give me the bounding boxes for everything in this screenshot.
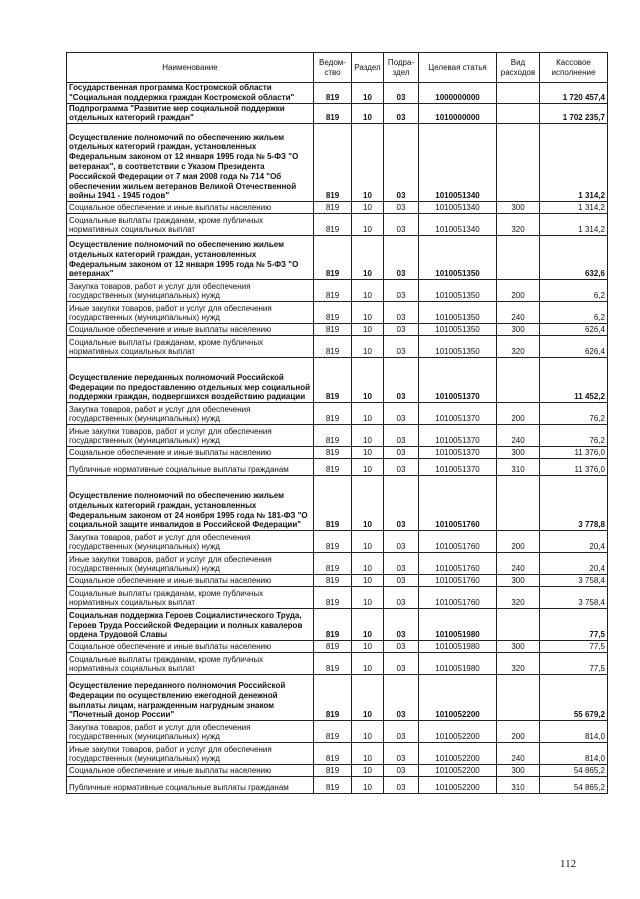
row-article: 1010000000	[419, 103, 497, 124]
column-header-section: Раздел	[352, 53, 384, 83]
table-row	[67, 587, 608, 609]
table-row	[67, 124, 608, 202]
row-expense-kind: 300	[497, 202, 540, 214]
table-body	[67, 83, 608, 794]
table-row	[67, 214, 608, 236]
row-expense-kind	[497, 609, 540, 641]
row-dept: 819	[314, 777, 352, 794]
row-section: 10	[352, 675, 384, 721]
row-amount: 11 452,2	[540, 358, 608, 403]
row-subsection: 03	[384, 777, 419, 794]
row-amount: 11 376,0	[540, 459, 608, 476]
table-row	[67, 609, 608, 641]
table-row	[67, 553, 608, 575]
row-dept: 819	[314, 531, 352, 553]
budget-table-sheet	[66, 52, 607, 794]
column-header-target-article: Целевая статья	[419, 53, 497, 83]
row-article: 1010052200	[419, 777, 497, 794]
row-expense-kind: 300	[497, 324, 540, 336]
row-expense-kind: 200	[497, 531, 540, 553]
row-expense-kind: 310	[497, 777, 540, 794]
row-article: 1010051340	[419, 124, 497, 202]
row-name: Государственная программа Костромской области "Социальная поддержка граждан Костромской области"	[67, 83, 314, 104]
row-expense-kind: 240	[497, 553, 540, 575]
row-subsection: 03	[384, 476, 419, 531]
table-row	[67, 280, 608, 302]
row-dept: 819	[314, 641, 352, 653]
row-subsection: 03	[384, 124, 419, 202]
row-subsection: 03	[384, 609, 419, 641]
table-row	[67, 675, 608, 721]
row-article: 1010051350	[419, 280, 497, 302]
row-article: 1010051350	[419, 336, 497, 358]
row-name: Социальные выплаты гражданам, кроме публичных нормативных социальных выплат	[67, 336, 314, 358]
row-section: 10	[352, 358, 384, 403]
row-dept: 819	[314, 609, 352, 641]
row-subsection: 03	[384, 236, 419, 280]
row-expense-kind: 300	[497, 575, 540, 587]
row-expense-kind: 320	[497, 653, 540, 675]
column-header-cash-execution: Кассовое исполнение	[540, 53, 608, 83]
row-subsection: 03	[384, 575, 419, 587]
row-amount: 11 376,0	[540, 447, 608, 459]
row-name: Осуществление полномочий по обеспечению жильем отдельных категорий граждан, установленных Федеральным законом от 12 января 1995 года № 5-ФЗ "О ветеранах", в соответствии с Указом Президента Российской Федерации от 7 мая 2008 года № 714 "Об обеспечении жильем ветеранов Великой Отечественной войны 1941 - 1945 годов"	[67, 124, 314, 202]
row-article: 1010051760	[419, 476, 497, 531]
row-section: 10	[352, 609, 384, 641]
row-section: 10	[352, 403, 384, 425]
row-subsection: 03	[384, 743, 419, 765]
row-amount: 1 702 235,7	[540, 103, 608, 124]
row-dept: 819	[314, 447, 352, 459]
row-dept: 819	[314, 459, 352, 476]
row-article: 1010051370	[419, 403, 497, 425]
row-section: 10	[352, 425, 384, 447]
row-section: 10	[352, 103, 384, 124]
row-expense-kind: 200	[497, 280, 540, 302]
row-expense-kind: 320	[497, 336, 540, 358]
row-expense-kind: 300	[497, 641, 540, 653]
row-subsection: 03	[384, 202, 419, 214]
budget-table	[66, 52, 608, 794]
row-section: 10	[352, 777, 384, 794]
row-article: 1010051980	[419, 641, 497, 653]
row-name: Социальное обеспечение и иные выплаты населению	[67, 575, 314, 587]
table-row	[67, 236, 608, 280]
row-article: 1010051760	[419, 575, 497, 587]
row-section: 10	[352, 236, 384, 280]
row-subsection: 03	[384, 83, 419, 104]
row-name: Закупка товаров, работ и услуг для обеспечения государственных (муниципальных) нужд	[67, 721, 314, 743]
row-name: Иные закупки товаров, работ и услуг для обеспечения государственных (муниципальных) нужд	[67, 302, 314, 324]
row-name: Социальное обеспечение и иные выплаты населению	[67, 324, 314, 336]
row-article: 1010052200	[419, 743, 497, 765]
row-name: Осуществление полномочий по обеспечению жильем отдельных категорий граждан, установленных Федеральным законом от 24 ноября 1995 года № 181-ФЗ "О социальной защите инвалидов в Российской Федерации"	[67, 476, 314, 531]
row-article: 1010051350	[419, 236, 497, 280]
row-amount: 20,4	[540, 531, 608, 553]
table-row	[67, 575, 608, 587]
row-name: Социальное обеспечение и иные выплаты населению	[67, 641, 314, 653]
row-section: 10	[352, 721, 384, 743]
row-name: Подпрограмма "Развитие мер социальной поддержки отдельных категорий граждан"	[67, 103, 314, 124]
row-name: Иные закупки товаров, работ и услуг для обеспечения государственных (муниципальных) нужд	[67, 743, 314, 765]
column-header-name: Наименование	[67, 53, 314, 83]
row-dept: 819	[314, 336, 352, 358]
row-name: Закупка товаров, работ и услуг для обеспечения государственных (муниципальных) нужд	[67, 280, 314, 302]
row-amount: 77,5	[540, 641, 608, 653]
row-amount: 3 758,4	[540, 575, 608, 587]
row-dept: 819	[314, 553, 352, 575]
row-section: 10	[352, 280, 384, 302]
row-subsection: 03	[384, 214, 419, 236]
row-expense-kind: 240	[497, 743, 540, 765]
row-section: 10	[352, 83, 384, 104]
row-name: Закупка товаров, работ и услуг для обеспечения государственных (муниципальных) нужд	[67, 531, 314, 553]
row-article: 1010051340	[419, 214, 497, 236]
row-dept: 819	[314, 302, 352, 324]
row-name: Социальное обеспечение и иные выплаты населению	[67, 447, 314, 459]
row-subsection: 03	[384, 553, 419, 575]
row-subsection: 03	[384, 324, 419, 336]
row-amount: 3 758,4	[540, 587, 608, 609]
row-amount: 814,0	[540, 743, 608, 765]
row-amount: 20,4	[540, 553, 608, 575]
row-name: Осуществление полномочий по обеспечению жильем отдельных категорий граждан, установленных Федеральным законом от 12 января 1995 года № 5-ФЗ "О ветеранах"	[67, 236, 314, 280]
row-dept: 819	[314, 358, 352, 403]
row-dept: 819	[314, 280, 352, 302]
table-row	[67, 403, 608, 425]
row-article: 1010051370	[419, 358, 497, 403]
table-row	[67, 777, 608, 794]
row-dept: 819	[314, 765, 352, 777]
row-article: 1000000000	[419, 83, 497, 104]
row-dept: 819	[314, 83, 352, 104]
row-amount: 814,0	[540, 721, 608, 743]
row-article: 1010051370	[419, 425, 497, 447]
row-section: 10	[352, 302, 384, 324]
row-amount: 1 314,2	[540, 214, 608, 236]
row-dept: 819	[314, 575, 352, 587]
row-subsection: 03	[384, 531, 419, 553]
row-name: Социальные выплаты гражданам, кроме публичных нормативных социальных выплат	[67, 587, 314, 609]
row-amount: 77,5	[540, 609, 608, 641]
row-dept: 819	[314, 743, 352, 765]
row-section: 10	[352, 641, 384, 653]
row-article: 1010052200	[419, 675, 497, 721]
row-amount: 6,2	[540, 302, 608, 324]
row-amount: 1 314,2	[540, 124, 608, 202]
row-article: 1010051760	[419, 531, 497, 553]
row-expense-kind	[497, 236, 540, 280]
row-name: Публичные нормативные социальные выплаты гражданам	[67, 777, 314, 794]
row-section: 10	[352, 459, 384, 476]
row-article: 1010051350	[419, 324, 497, 336]
row-subsection: 03	[384, 302, 419, 324]
row-dept: 819	[314, 587, 352, 609]
row-section: 10	[352, 575, 384, 587]
row-subsection: 03	[384, 765, 419, 777]
row-expense-kind: 310	[497, 459, 540, 476]
row-section: 10	[352, 336, 384, 358]
row-section: 10	[352, 324, 384, 336]
row-name: Иные закупки товаров, работ и услуг для обеспечения государственных (муниципальных) нужд	[67, 425, 314, 447]
row-amount: 1 314,2	[540, 202, 608, 214]
row-name: Закупка товаров, работ и услуг для обеспечения государственных (муниципальных) нужд	[67, 403, 314, 425]
row-subsection: 03	[384, 721, 419, 743]
column-header-expense-kind: Вид расходов	[497, 53, 540, 83]
row-dept: 819	[314, 476, 352, 531]
row-dept: 819	[314, 675, 352, 721]
row-dept: 819	[314, 403, 352, 425]
row-amount: 77,5	[540, 653, 608, 675]
table-row	[67, 721, 608, 743]
row-name: Иные закупки товаров, работ и услуг для обеспечения государственных (муниципальных) нужд	[67, 553, 314, 575]
column-header-dept: Ведом-ство	[314, 53, 352, 83]
row-expense-kind	[497, 83, 540, 104]
row-subsection: 03	[384, 653, 419, 675]
table-row	[67, 447, 608, 459]
row-amount: 632,6	[540, 236, 608, 280]
row-article: 1010051370	[419, 447, 497, 459]
row-dept: 819	[314, 721, 352, 743]
row-article: 1010051340	[419, 202, 497, 214]
row-name: Социальная поддержка Героев Социалистического Труда, Героев Труда Российской Федерации и полных кавалеров ордена Трудовой Славы	[67, 609, 314, 641]
row-subsection: 03	[384, 358, 419, 403]
row-amount: 3 778,8	[540, 476, 608, 531]
row-article: 1010052200	[419, 721, 497, 743]
row-subsection: 03	[384, 103, 419, 124]
row-section: 10	[352, 447, 384, 459]
row-amount: 626,4	[540, 336, 608, 358]
row-section: 10	[352, 214, 384, 236]
row-section: 10	[352, 587, 384, 609]
row-subsection: 03	[384, 459, 419, 476]
row-article: 1010051980	[419, 653, 497, 675]
row-dept: 819	[314, 236, 352, 280]
row-name: Осуществление переданного полномочия Российской Федерации по осуществлению ежегодной денежной выплаты лицам, награжденным нагрудным знаком "Почетный донор России"	[67, 675, 314, 721]
table-row	[67, 324, 608, 336]
row-subsection: 03	[384, 675, 419, 721]
row-section: 10	[352, 124, 384, 202]
row-article: 1010051370	[419, 459, 497, 476]
row-expense-kind	[497, 103, 540, 124]
row-dept: 819	[314, 124, 352, 202]
row-section: 10	[352, 202, 384, 214]
row-dept: 819	[314, 214, 352, 236]
row-section: 10	[352, 531, 384, 553]
row-name: Социальные выплаты гражданам, кроме публичных нормативных социальных выплат	[67, 214, 314, 236]
row-expense-kind: 300	[497, 447, 540, 459]
table-row	[67, 743, 608, 765]
row-amount: 54 865,2	[540, 765, 608, 777]
row-amount: 76,2	[540, 403, 608, 425]
row-expense-kind: 320	[497, 587, 540, 609]
table-header-row	[67, 53, 608, 83]
row-article: 1010052200	[419, 765, 497, 777]
row-dept: 819	[314, 202, 352, 214]
row-name: Социальное обеспечение и иные выплаты населению	[67, 202, 314, 214]
row-dept: 819	[314, 103, 352, 124]
table-row	[67, 531, 608, 553]
page-number: 112	[560, 858, 577, 870]
row-subsection: 03	[384, 336, 419, 358]
table-row	[67, 302, 608, 324]
row-dept: 819	[314, 324, 352, 336]
column-header-subsection: Подра-здел	[384, 53, 419, 83]
row-subsection: 03	[384, 403, 419, 425]
row-article: 1010051980	[419, 609, 497, 641]
row-name: Социальные выплаты гражданам, кроме публичных нормативных социальных выплат	[67, 653, 314, 675]
row-expense-kind	[497, 675, 540, 721]
row-section: 10	[352, 553, 384, 575]
table-row	[67, 425, 608, 447]
row-expense-kind	[497, 358, 540, 403]
table-row	[67, 653, 608, 675]
row-article: 1010051760	[419, 587, 497, 609]
row-expense-kind	[497, 124, 540, 202]
table-row	[67, 358, 608, 403]
row-amount: 6,2	[540, 280, 608, 302]
row-expense-kind: 240	[497, 425, 540, 447]
table-row	[67, 202, 608, 214]
row-expense-kind: 240	[497, 302, 540, 324]
table-row	[67, 459, 608, 476]
row-dept: 819	[314, 653, 352, 675]
row-amount: 54 865,2	[540, 777, 608, 794]
row-subsection: 03	[384, 425, 419, 447]
row-subsection: 03	[384, 447, 419, 459]
row-expense-kind: 300	[497, 765, 540, 777]
row-amount: 1 720 457,4	[540, 83, 608, 104]
row-amount: 55 679,2	[540, 675, 608, 721]
row-amount: 626,4	[540, 324, 608, 336]
row-amount: 76,2	[540, 425, 608, 447]
row-subsection: 03	[384, 641, 419, 653]
row-section: 10	[352, 765, 384, 777]
row-article: 1010051760	[419, 553, 497, 575]
row-name: Публичные нормативные социальные выплаты гражданам	[67, 459, 314, 476]
table-row	[67, 83, 608, 104]
row-name: Социальное обеспечение и иные выплаты населению	[67, 765, 314, 777]
table-row	[67, 765, 608, 777]
row-dept: 819	[314, 425, 352, 447]
row-expense-kind: 200	[497, 403, 540, 425]
row-section: 10	[352, 476, 384, 531]
row-expense-kind	[497, 476, 540, 531]
table-row	[67, 641, 608, 653]
table-row	[67, 476, 608, 531]
row-expense-kind: 200	[497, 721, 540, 743]
row-section: 10	[352, 653, 384, 675]
row-article: 1010051350	[419, 302, 497, 324]
table-row	[67, 103, 608, 124]
table-row	[67, 336, 608, 358]
row-subsection: 03	[384, 280, 419, 302]
row-name: Осуществление переданных полномочий Российской Федерации по предоставлению отдельных мер социальной поддержки граждан, подвергшихся воздействию радиации	[67, 358, 314, 403]
row-section: 10	[352, 743, 384, 765]
row-expense-kind: 320	[497, 214, 540, 236]
row-subsection: 03	[384, 587, 419, 609]
